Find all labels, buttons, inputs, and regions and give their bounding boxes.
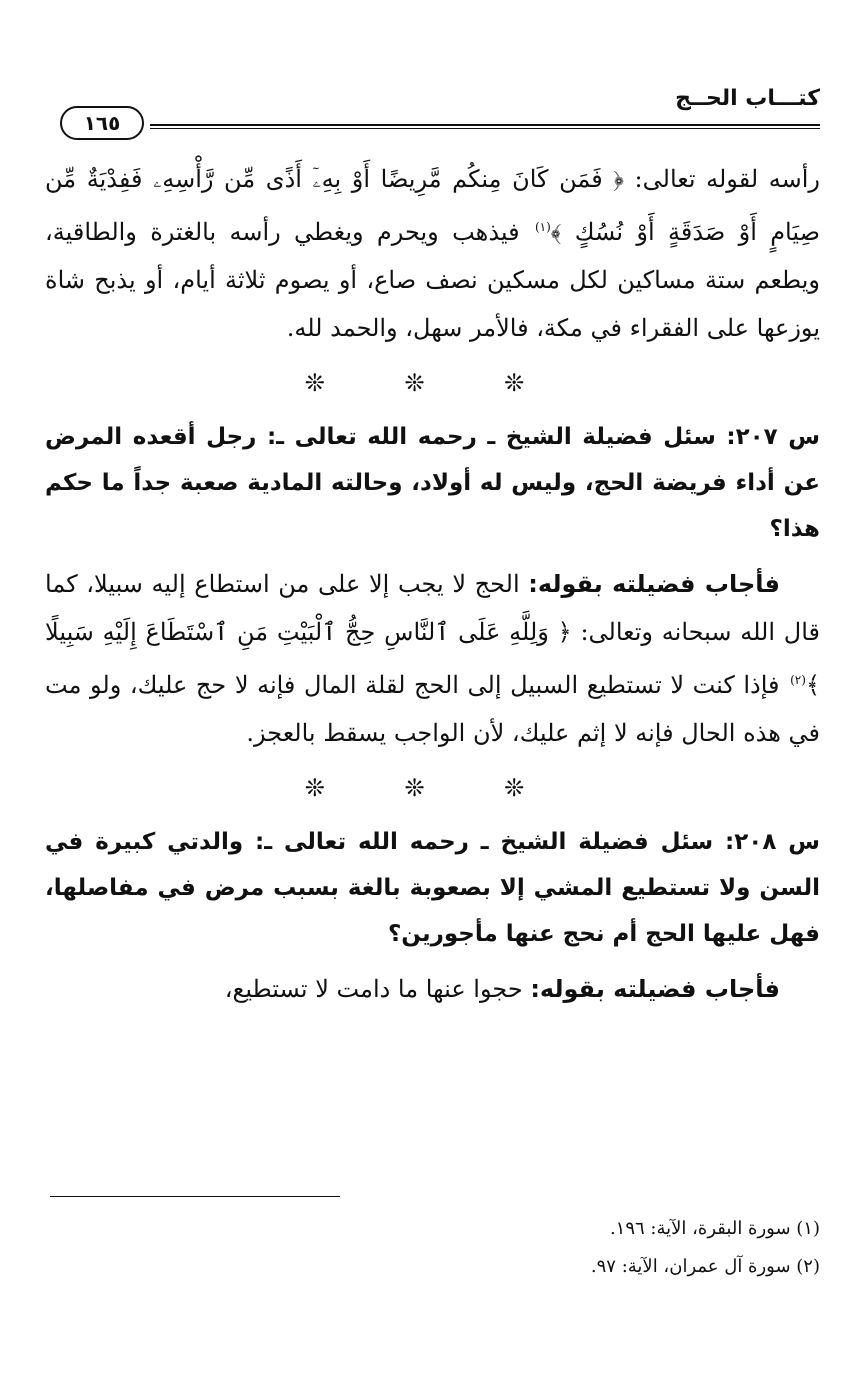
footnotes [220, 1210, 820, 1286]
answer-text: فإذا كنت لا تستطيع السبيل إلى الحج لقلة المال فإنه لا حج عليك، ولو مت في هذه الحال فإنه لا إثم عليك، لأن الواجب يسقط بالعجز. [45, 671, 820, 747]
page-body [45, 155, 820, 1013]
answer-lead: فأجاب فضيلته بقوله: [528, 570, 780, 598]
quran-verse: ﴿ وَلِلَّهِ عَلَى ٱلنَّاسِ حِجُّ ٱلْبَيْتِ مَنِ ٱسْتَطَاعَ إِلَيْهِ سَبِيلًا ﴾ [45, 618, 820, 699]
page-header [60, 86, 820, 146]
question-207 [45, 414, 820, 552]
footnote-ref: (١) [534, 220, 551, 234]
paragraph-text: رأسه لقوله تعالى: [634, 165, 820, 193]
book-title: كتـــاب الحــج [675, 86, 820, 111]
page-number: ١٦٥ [60, 106, 144, 140]
section-separator: ❊ ❊ ❊ [304, 369, 561, 397]
footnote-1: (١) سورة البقرة، الآية: ١٩٦. [609, 1218, 820, 1239]
footnote-2: (٢) سورة آل عمران، الآية: ٩٧. [590, 1256, 820, 1277]
footnote-ref: (٢) [790, 673, 806, 687]
answer-207 [45, 560, 820, 757]
section-separator: ❊ ❊ ❊ [304, 774, 561, 802]
header-rule [150, 124, 820, 126]
answer-208 [45, 965, 820, 1013]
question-text: سئل فضيلة الشيخ ـ رحمه الله تعالى ـ: والدتي كبيرة في السن ولا تستطيع المشي إلا بصعوبة بالغة بسبب مرض في مفاصلها، فهل عليها الحج أم نحج عنها مأجورين؟ [45, 829, 820, 947]
question-text: سئل فضيلة الشيخ ـ رحمه الله تعالى ـ: رجل أقعده المرض عن أداء فريضة الحج، وليس له أولاد، وحالته المادية صعبة جداً ما حكم هذا؟ [45, 424, 820, 542]
paragraph-fidyah [45, 155, 820, 352]
answer-lead: فأجاب فضيلته بقوله: [530, 975, 780, 1003]
header-rule-thin [150, 128, 820, 129]
answer-text: حجوا عنها ما دامت لا تستطيع، [224, 975, 523, 1003]
answer-text: الحج لا يجب إلا على من استطاع إليه سبيلا، كما قال الله سبحانه وتعالى: [45, 570, 820, 646]
footnote-divider [50, 1196, 340, 1197]
question-label: س ٢٠٧: [726, 424, 820, 450]
question-208 [45, 819, 820, 957]
paragraph-text: فيذهب ويحرم ويغطي رأسه بالغترة والطاقية، ويطعم ستة مساكين لكل مسكين نصف صاع، أو يصوم ثلاثة أيام، أو يذبح شاة يوزعها على الفقراء في مكة، فالأمر سهل، والحمد لله. [45, 218, 820, 342]
quran-verse: ﴿ فَمَن كَانَ مِنكُم مَّرِيضًا أَوْ بِهِۦٓ أَذًى مِّن رَّأْسِهِۦ فَفِدْيَةٌ مِّن صِيَامٍ أَوْ صَدَقَةٍ أَوْ نُسُكٍ ﴾ [45, 165, 820, 246]
question-label: س ٢٠٨: [725, 829, 820, 855]
